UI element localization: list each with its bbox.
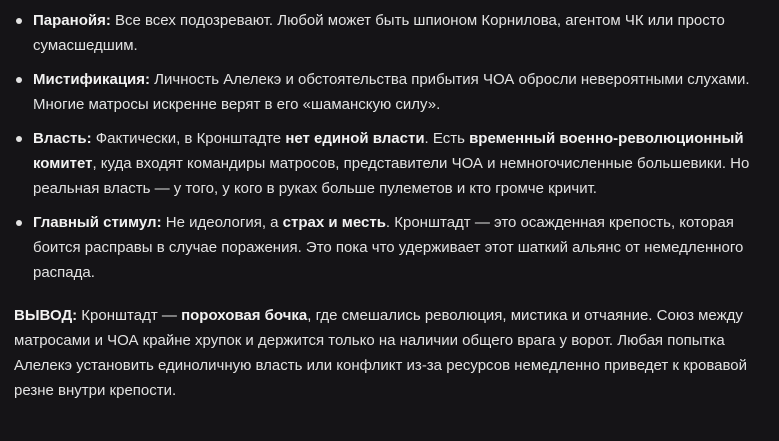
- bullet-term: Мистификация:: [33, 71, 151, 88]
- conclusion-emphasis: пороховая бочка: [181, 307, 308, 324]
- conclusion-label: ВЫВОД:: [14, 307, 78, 324]
- bullet-emphasis: нет единой власти: [285, 130, 425, 147]
- bullet-text: . Кронштадт — это осажденная крепость, которая боится расправы в случае поражения. Это пока что удерживает этот шаткий альянс от немедленного распада.: [33, 214, 744, 281]
- bullet-item-main-motive: [0, 210, 779, 285]
- bullet-text: . Есть: [424, 130, 470, 147]
- bullet-text: Фактически, в Кронштадте: [91, 130, 286, 147]
- message-content: [0, 8, 779, 403]
- bullet-text: , куда входят командиры матросов, представители ЧОА и немногочисленные большевики. Но реальная власть — у того, у кого в руках больше пулеметов и кто громче кричит.: [33, 155, 750, 197]
- bullet-dot-icon: [16, 18, 22, 24]
- bullet-item-mystification: [0, 67, 779, 117]
- bullet-emphasis: страх и месть: [282, 214, 386, 231]
- bullet-text: Не идеология, а: [161, 214, 283, 231]
- bullet-item-power: [0, 126, 779, 201]
- conclusion-text: Кронштадт —: [77, 307, 182, 324]
- bullet-dot-icon: [16, 220, 22, 226]
- conclusion-text: , где смешались революция, мистика и отчаяние. Союз между матросами и ЧОА крайне хрупок и держится только на наличии общего врага у ворот. Любая попытка Алелекэ установить единоличную власть или конфликт из-за ресурсов немедленно приведет к кровавой резне внутри крепости.: [14, 307, 748, 399]
- bullet-emphasis: временный военно-революционный комитет: [33, 130, 744, 172]
- bullet-list: [0, 8, 779, 285]
- bullet-text: Личность Алелекэ и обстоятельства прибытия ЧОА обросли невероятными слухами. Многие матросы искренне верят в его «шаманскую силу».: [33, 71, 750, 113]
- bullet-term: Власть:: [33, 130, 92, 147]
- bullet-dot-icon: [16, 77, 22, 83]
- bullet-term: Главный стимул:: [33, 214, 162, 231]
- bullet-dot-icon: [16, 136, 22, 142]
- bullet-term: Паранойя:: [33, 12, 111, 29]
- conclusion-paragraph: [14, 303, 767, 403]
- bullet-item-paranoia: [0, 8, 779, 58]
- bullet-text: Все всех подозревают. Любой может быть шпионом Корнилова, агентом ЧК или просто сумасшедшим.: [33, 12, 725, 54]
